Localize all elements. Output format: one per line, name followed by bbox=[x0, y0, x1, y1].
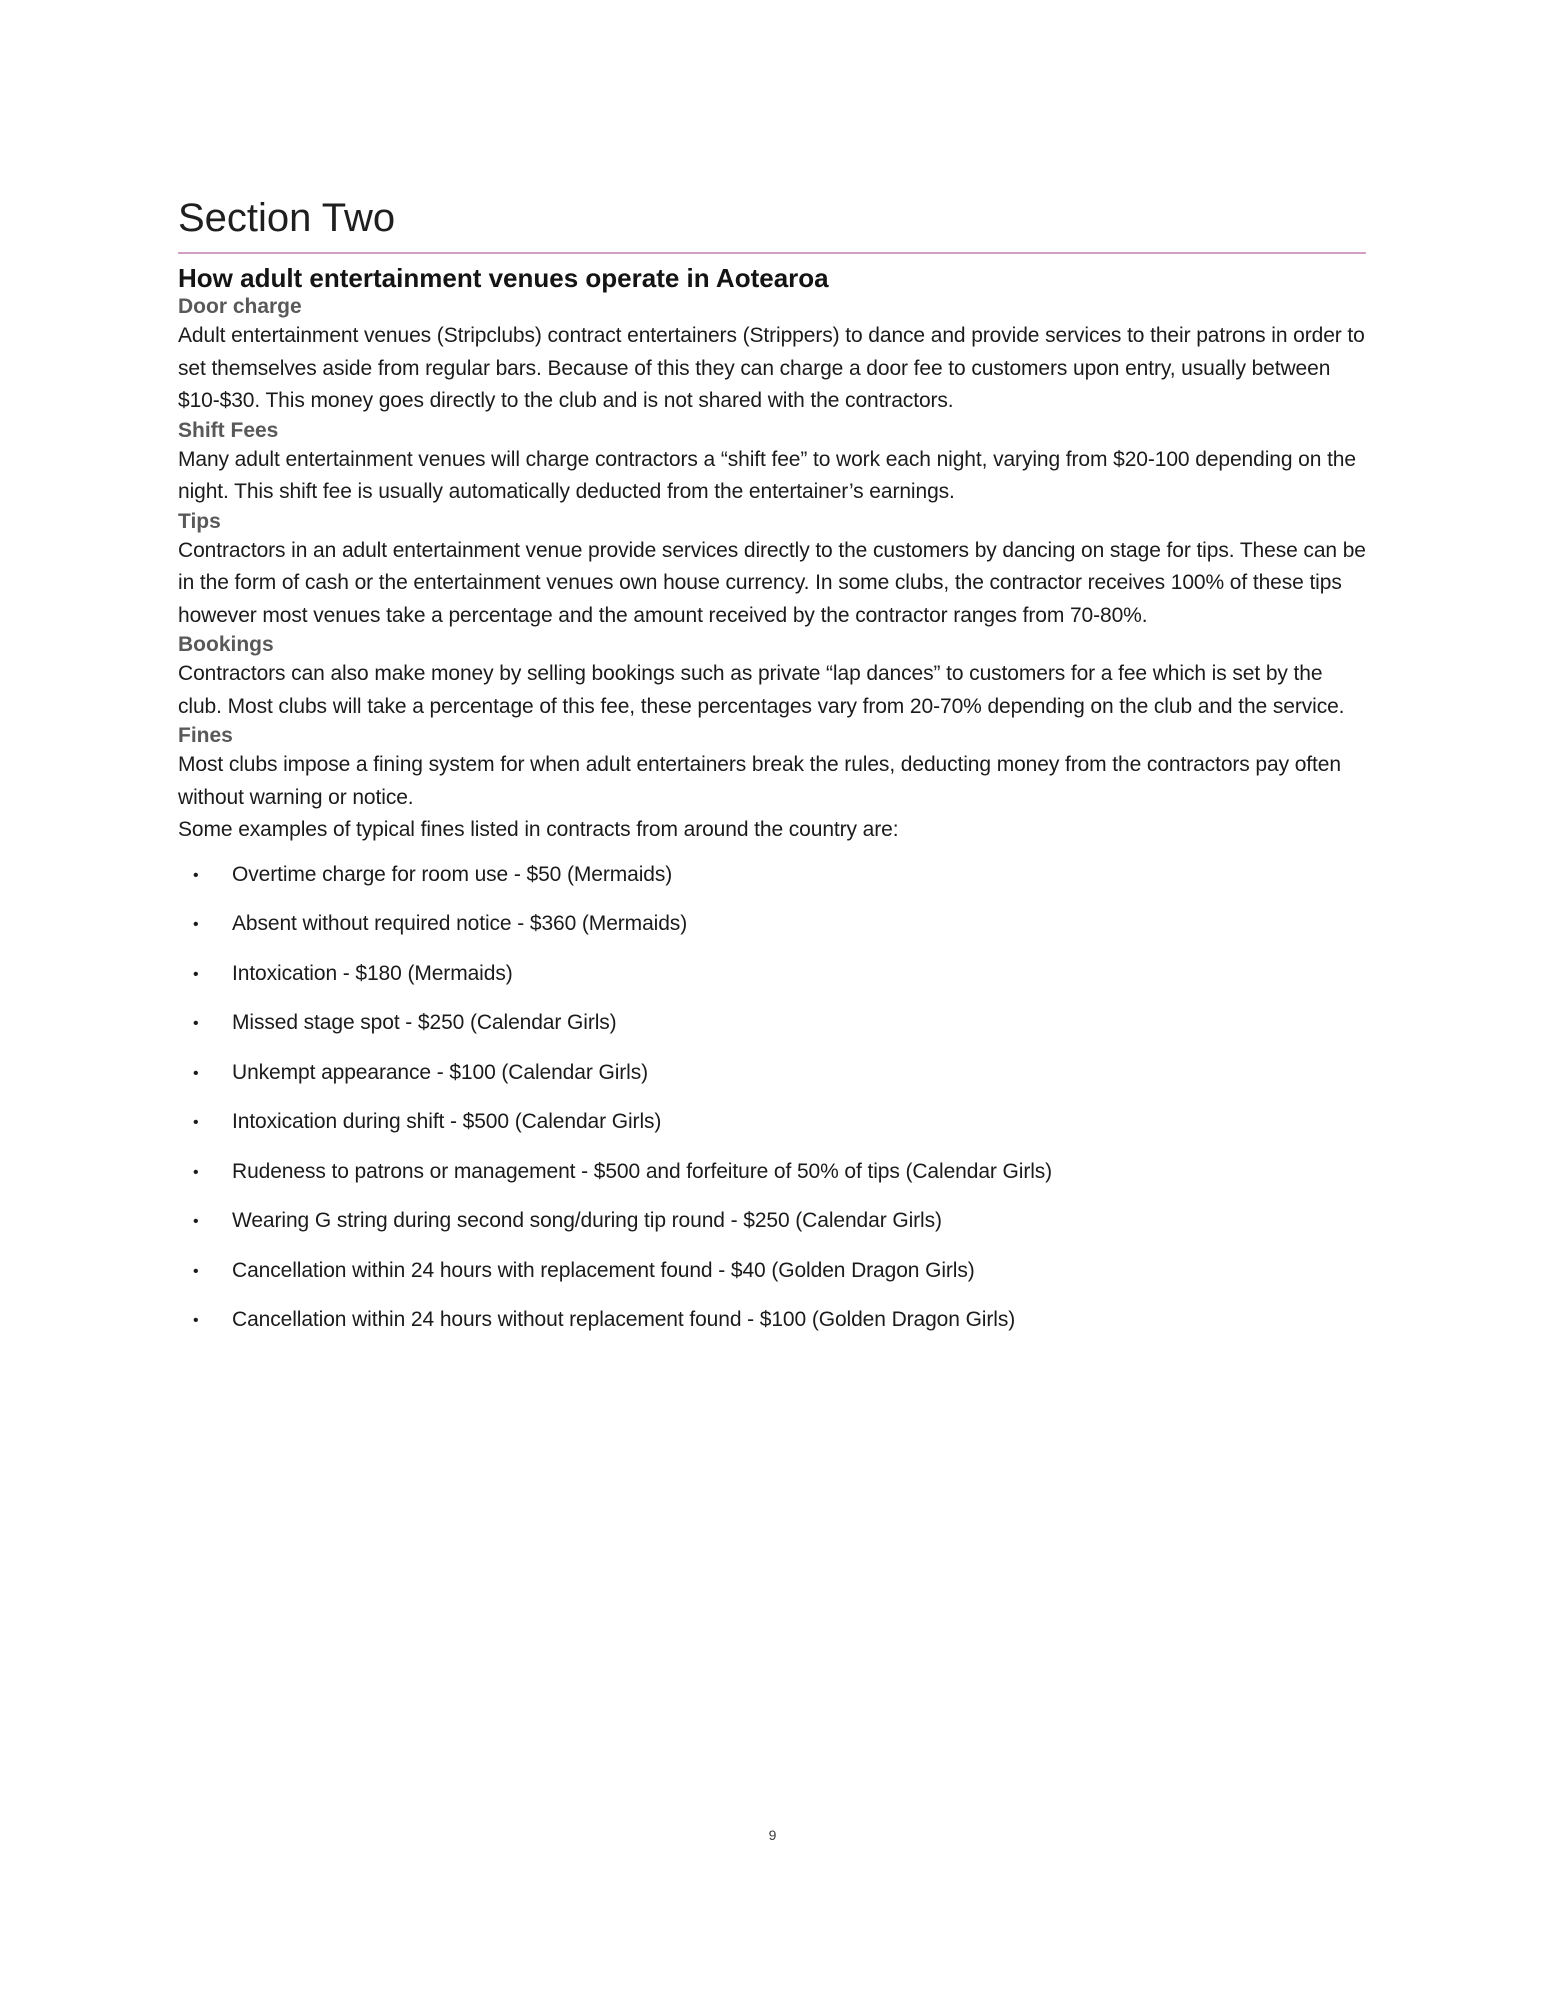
fine-text: Missed stage spot - $250 (Calendar Girls) bbox=[232, 1011, 617, 1034]
fine-text: Intoxication - $180 (Mermaids) bbox=[232, 961, 513, 985]
paragraph-tips: Contractors in an adult entertainment venue provide services directly to the customers by dancing on stage for tips. These can be in the form of cash or the entertainment venues own house currency. In some clubs, the contractor receives 100% of these tips however most venues take a percentage and the amount received by the contractor ranges from 70-80%. bbox=[178, 538, 1366, 627]
fine-text: Intoxication during shift - $500 (Calendar Girls) bbox=[232, 1110, 662, 1133]
title-underline-rule bbox=[178, 252, 1366, 254]
list-item bbox=[178, 958, 1366, 991]
subheading-door-charge: Door charge bbox=[178, 295, 302, 318]
subheading-tips: Tips bbox=[178, 509, 221, 533]
bullet-icon: • bbox=[193, 1114, 199, 1131]
fine-text: Unkempt appearance - $100 (Calendar Girls) bbox=[232, 1060, 649, 1084]
page-number: 9 bbox=[768, 1827, 777, 1843]
paragraph-door-charge: Adult entertainment venues (Stripclubs) contract entertainers (Strippers) to dance and provide services to their patrons in order to set themselves aside from regular bars. Because of this they can charge a door fee to customers upon entry, usually between $10-$30. This money goes directly to the club and is not shared with the contractors. bbox=[178, 324, 1365, 412]
bullet-icon: • bbox=[193, 1163, 199, 1181]
fines-list bbox=[178, 859, 1366, 1337]
list-item bbox=[178, 1057, 1366, 1090]
bullet-icon: • bbox=[193, 916, 199, 933]
fine-text: Cancellation within 24 hours without replacement found - $100 (Golden Dragon Girls) bbox=[232, 1308, 1016, 1331]
paragraph-fines-examples-lead: Some examples of typical fines listed in contracts from around the country are: bbox=[178, 818, 899, 841]
list-item bbox=[178, 1106, 1366, 1139]
fine-text: Absent without required notice - $360 (Mermaids) bbox=[232, 912, 688, 935]
paragraph-shift-fees: Many adult entertainment venues will charge contractors a “shift fee” to work each night, varying from $20-100 depending on the night. This shift fee is usually automatically deducted from the entertainer’s earnings. bbox=[178, 447, 1356, 503]
bullet-icon: • bbox=[193, 1262, 199, 1280]
fine-text: Rudeness to patrons or management - $500 and forfeiture of 50% of tips (Calendar Girls) bbox=[232, 1159, 1053, 1183]
subheading-fines: Fines bbox=[178, 724, 233, 747]
bullet-icon: • bbox=[193, 866, 199, 884]
section-title: Section Two bbox=[178, 196, 396, 240]
fine-text: Wearing G string during second song/during tip round - $250 (Calendar Girls) bbox=[232, 1209, 942, 1232]
fine-text: Overtime charge for room use - $50 (Mermaids) bbox=[232, 862, 673, 886]
paragraph-bookings: Contractors can also make money by selling bookings such as private “lap dances” to customers for a fee which is set by the club. Most clubs will take a percentage of this fee, these percentages vary from 20-70% depending on the club and the service. bbox=[178, 662, 1345, 718]
list-item bbox=[178, 1156, 1366, 1189]
list-item bbox=[178, 1007, 1366, 1040]
list-item bbox=[178, 1304, 1366, 1337]
list-item bbox=[178, 908, 1366, 941]
bullet-icon: • bbox=[193, 1213, 199, 1230]
list-item bbox=[178, 1255, 1366, 1288]
fine-text: Cancellation within 24 hours with replacement found - $40 (Golden Dragon Girls) bbox=[232, 1258, 975, 1282]
subheading-shift-fees: Shift Fees bbox=[178, 418, 279, 442]
subheading-bookings: Bookings bbox=[178, 633, 274, 656]
bullet-icon: • bbox=[193, 1064, 199, 1082]
list-item bbox=[178, 859, 1366, 892]
page-heading: How adult entertainment venues operate in Aotearoa bbox=[178, 263, 829, 293]
bullet-icon: • bbox=[193, 965, 199, 983]
bullet-icon: • bbox=[193, 1015, 199, 1032]
paragraph-fines-intro: Most clubs impose a fining system for when adult entertainers break the rules, deducting money from the contractors pay often without warning or notice. bbox=[178, 753, 1341, 809]
bullet-icon: • bbox=[193, 1312, 199, 1329]
list-item bbox=[178, 1205, 1366, 1238]
